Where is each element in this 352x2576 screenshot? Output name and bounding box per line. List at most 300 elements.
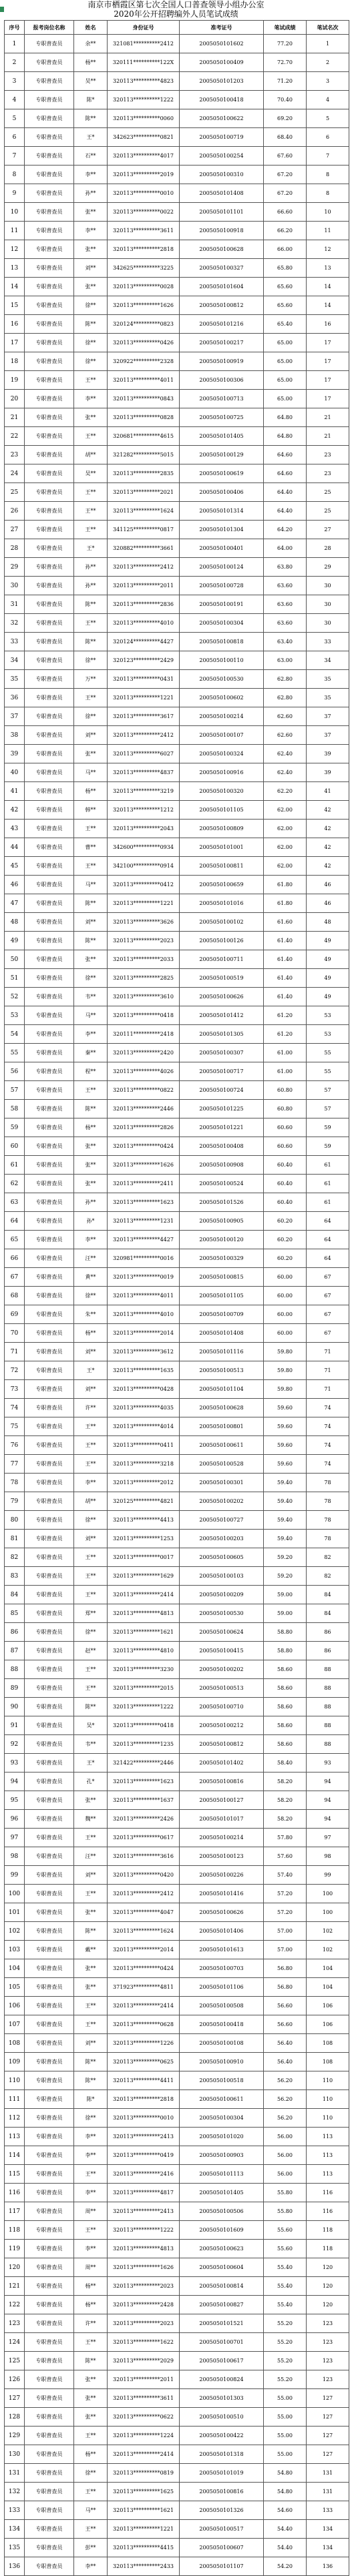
cell-position: 专职普查员 [25,2408,74,2427]
cell-id-number: 320113**********1623 [108,1193,180,1212]
cell-position: 专职普查员 [25,876,74,894]
cell-name: 杨** [74,782,108,801]
cell-rank: 71 [307,1380,349,1399]
cell-name: 徐** [74,651,108,670]
cell-position: 专职普查员 [25,166,74,184]
cell-id-number: 320113**********4823 [108,72,180,91]
cell-name: 孙** [74,1193,108,1212]
table-row [5,1137,349,1156]
table-row [5,913,349,932]
cell-name: 陈* [74,2090,108,2109]
cell-score: 58.20 [264,1791,307,1810]
cell-id-number: 320113**********2023 [108,932,180,950]
cell-score: 65.60 [264,296,307,315]
cell-ticket-number: 2005050101016 [180,894,264,913]
cell-id-number: 320113**********2012 [108,1474,180,1492]
cell-ticket-number: 2005050100513 [180,1679,264,1698]
cell-name: 王** [74,1586,108,1604]
cell-index: 105 [5,1978,25,1997]
table-row [5,1268,349,1287]
table-row [5,2539,349,2557]
cell-score: 56.20 [264,2090,307,2109]
cell-index: 101 [5,1903,25,1922]
cell-name: 赵** [74,1642,108,1660]
cell-name: 王** [74,1455,108,1474]
cell-position: 专职普查员 [25,1175,74,1193]
cell-name: 李** [74,1025,108,1044]
cell-rank: 106 [307,1997,349,2015]
cell-rank: 86 [307,1623,349,1642]
cell-rank: 82 [307,1548,349,1567]
cell-rank: 123 [307,2352,349,2370]
cell-index: 54 [5,1025,25,1044]
cell-ticket-number: 2005050100110 [180,651,264,670]
cell-score: 59.60 [264,1436,307,1455]
table-row [5,763,349,782]
cell-ticket-number: 2005050101203 [180,72,264,91]
cell-name: 王** [74,1436,108,1455]
cell-ticket-number: 2005050100108 [180,2034,264,2053]
cell-index: 104 [5,1959,25,1978]
cell-ticket-number: 2005050101521 [180,2314,264,2333]
table-row [5,2165,349,2184]
cell-id-number: 320113**********1221 [108,2520,180,2539]
cell-id-number: 320113**********1235 [108,1735,180,1754]
cell-rank: 30 [307,577,349,595]
cell-name: 王** [74,1417,108,1436]
table-row [5,296,349,315]
cell-name: 吴* [74,1716,108,1735]
cell-index: 123 [5,2314,25,2333]
cell-score: 58.60 [264,1735,307,1754]
cell-score: 57.20 [264,1903,307,1922]
cell-rank: 64 [307,1212,349,1231]
cell-id-number: 320113**********2412 [108,1885,180,1903]
cell-index: 71 [5,1343,25,1361]
cell-position: 专职普查员 [25,72,74,91]
cell-index: 70 [5,1324,25,1343]
cell-score: 60.20 [264,1249,307,1268]
cell-name: 周** [74,2258,108,2277]
cell-index: 72 [5,1361,25,1380]
cell-ticket-number: 2005050101107 [180,2557,264,2576]
cell-index: 2 [5,53,25,72]
cell-id-number: 320111**********2418 [108,1025,180,1044]
cell-position: 专职普查员 [25,1567,74,1586]
cell-rank: 23 [307,446,349,464]
cell-id-number: 320113**********2043 [108,820,180,838]
cell-position: 专职普查员 [25,988,74,1006]
cell-index: 87 [5,1642,25,1660]
cell-ticket-number: 2005050100202 [180,1660,264,1679]
cell-index: 93 [5,1754,25,1773]
cell-ticket-number: 2005050100120 [180,1231,264,1249]
cell-name: 孙** [74,558,108,577]
table-row [5,2520,349,2539]
cell-rank: 53 [307,1006,349,1025]
cell-name: 许** [74,2314,108,2333]
cell-position: 专职普查员 [25,2352,74,2370]
cell-ticket-number: 2005050100905 [180,1212,264,1231]
cell-index: 73 [5,1380,25,1399]
cell-ticket-number: 2005050100217 [180,334,264,352]
table-row [5,1081,349,1100]
cell-score: 54.80 [264,2483,307,2501]
cell-id-number: 320113**********1222 [108,2221,180,2240]
table-row [5,371,349,390]
cell-position: 专职普查员 [25,91,74,109]
cell-position: 专职普查员 [25,633,74,651]
cell-id-number: 320113**********0418 [108,1006,180,1025]
cell-name: 陈** [74,2352,108,2370]
cell-index: 42 [5,801,25,820]
cell-ticket-number: 2005050100254 [180,147,264,166]
cell-index: 53 [5,1006,25,1025]
cell-name: 陈** [74,1100,108,1118]
cell-rank: 34 [307,651,349,670]
cell-ticket-number: 2005050101017 [180,1810,264,1829]
cell-id-number: 320113**********4010 [108,614,180,633]
cell-id-number: 320113**********1623 [108,1773,180,1791]
cell-score: 70.40 [264,91,307,109]
cell-position: 专职普查员 [25,1642,74,1660]
table-row [5,1511,349,1530]
cell-position: 专职普查员 [25,1922,74,1941]
cell-id-number: 320111**********122X [108,53,180,72]
cell-name: 周** [74,2202,108,2221]
cell-score: 60.80 [264,1100,307,1118]
cell-id-number: 320113**********4017 [108,147,180,166]
table-row [5,109,349,128]
cell-name: 王* [74,1361,108,1380]
cell-index: 22 [5,427,25,446]
table-row [5,464,349,483]
cell-position: 专职普查员 [25,2296,74,2314]
cell-position: 专职普查员 [25,763,74,782]
cell-index: 7 [5,147,25,166]
table-row [5,876,349,894]
cell-id-number: 320113**********3626 [108,913,180,932]
cell-rank: 14 [307,278,349,296]
table-row [5,2427,349,2445]
cell-ticket-number: 2005050100818 [180,633,264,651]
cell-rank: 64 [307,1249,349,1268]
cell-position: 专职普查员 [25,801,74,820]
cell-position: 专职普查员 [25,1978,74,1997]
cell-position: 专职普查员 [25,2221,74,2240]
cell-index: 133 [5,2501,25,2520]
cell-rank: 1 [307,35,349,53]
table-row [5,857,349,876]
cell-index: 12 [5,240,25,259]
cell-score: 63.40 [264,633,307,651]
cell-id-number: 320113**********3218 [108,1455,180,1474]
table-row [5,894,349,913]
cell-score: 62.00 [264,820,307,838]
cell-rank: 21 [307,408,349,427]
cell-position: 专职普查员 [25,969,74,988]
cell-id-number: 320113**********0819 [108,2464,180,2483]
cell-id-number: 320113**********2413 [108,2202,180,2221]
cell-id-number: 320113**********2433 [108,2557,180,2576]
table-row [5,2277,349,2296]
cell-name: 杨** [74,2445,108,2464]
cell-ticket-number: 2005050100617 [180,2352,264,2370]
cell-position: 专职普查员 [25,2464,74,2483]
cell-position: 专职普查员 [25,1343,74,1361]
cell-name: 余** [74,35,108,53]
cell-score: 55.80 [264,2202,307,2221]
cell-rank: 110 [307,2109,349,2128]
cell-id-number: 320113**********4047 [108,1903,180,1922]
cell-id-number: 320124**********4427 [108,633,180,651]
cell-name: 徐** [74,2464,108,2483]
cell-ticket-number: 2005050100728 [180,577,264,595]
cell-index: 111 [5,2090,25,2109]
cell-id-number: 320113**********1621 [108,1623,180,1642]
cell-score: 65.00 [264,334,307,352]
table-row [5,2501,349,2520]
cell-name: 张** [74,2370,108,2389]
cell-index: 5 [5,109,25,128]
cell-id-number: 320113**********4413 [108,1511,180,1530]
cell-ticket-number: 2005050101412 [180,1006,264,1025]
cell-score: 60.60 [264,1137,307,1156]
cell-rank: 13 [307,259,349,278]
cell-id-number: 320113**********2426 [108,1810,180,1829]
cell-index: 113 [5,2128,25,2146]
cell-id-number: 320113**********1626 [108,1156,180,1175]
cell-id-number: 320113**********0843 [108,390,180,408]
cell-rank: 17 [307,352,349,371]
cell-name: 刘** [74,913,108,932]
cell-position: 专职普查员 [25,670,74,689]
cell-position: 专职普查员 [25,483,74,502]
cell-ticket-number: 2005050100304 [180,614,264,633]
cell-ticket-number: 2005050100510 [180,2408,264,2427]
cell-index: 98 [5,1847,25,1866]
cell-score: 55.80 [264,2184,307,2202]
cell-position: 专职普查员 [25,184,74,203]
cell-position: 专职普查员 [25,2184,74,2202]
cell-rank: 74 [307,1455,349,1474]
cell-ticket-number: 2005050100815 [180,1268,264,1287]
cell-ticket-number: 2005050100107 [180,726,264,745]
cell-ticket-number: 2005050100602 [180,689,264,707]
cell-position: 专职普查员 [25,1660,74,1679]
cell-rank: 5 [307,109,349,128]
table-row [5,2352,349,2370]
cell-rank: 94 [307,1773,349,1791]
cell-index: 55 [5,1044,25,1062]
cell-index: 62 [5,1175,25,1193]
cell-rank: 120 [307,2296,349,2314]
cell-index: 38 [5,726,25,745]
cell-rank: 100 [307,1903,349,1922]
cell-name: 王** [74,1567,108,1586]
cell-position: 专职普查员 [25,1100,74,1118]
table-row [5,1343,349,1361]
cell-name: 孔* [74,1773,108,1791]
cell-score: 58.40 [264,1754,307,1773]
cell-index: 61 [5,1156,25,1175]
cell-score: 62.80 [264,689,307,707]
table-row [5,53,349,72]
cell-ticket-number: 2005050101225 [180,1100,264,1118]
cell-ticket-number: 2005050100713 [180,390,264,408]
cell-index: 45 [5,857,25,876]
cell-score: 63.00 [264,651,307,670]
cell-ticket-number: 2005050101604 [180,278,264,296]
cell-ticket-number: 2005050100212 [180,1716,264,1735]
cell-id-number: 320113**********1624 [108,1922,180,1941]
cell-score: 64.40 [264,502,307,521]
cell-position: 专职普查员 [25,1773,74,1791]
cell-position: 专职普查员 [25,147,74,166]
cell-rank: 39 [307,763,349,782]
cell-ticket-number: 2005050100659 [180,876,264,894]
cell-id-number: 320113**********2416 [108,2165,180,2184]
cell-ticket-number: 2005050101101 [180,203,264,222]
cell-index: 114 [5,2146,25,2165]
cell-rank: 37 [307,707,349,726]
cell-score: 61.40 [264,932,307,950]
cell-rank: 82 [307,1567,349,1586]
cell-ticket-number: 2005050100519 [180,969,264,988]
header-position: 报考岗位名称 [25,21,74,35]
cell-name: 王** [74,1548,108,1567]
cell-ticket-number: 2005050100703 [180,1959,264,1978]
cell-rank: 39 [307,745,349,763]
cell-score: 62.00 [264,857,307,876]
cell-ticket-number: 2005050101405 [180,2184,264,2202]
cell-score: 54.20 [264,2557,307,2576]
cell-index: 129 [5,2427,25,2445]
cell-index: 59 [5,1118,25,1137]
cell-ticket-number: 2005050100809 [180,820,264,838]
cell-rank: 10 [307,203,349,222]
cell-rank: 98 [307,1847,349,1866]
cell-score: 56.20 [264,2071,307,2090]
cell-name: 王** [74,614,108,633]
cell-index: 125 [5,2352,25,2370]
cell-ticket-number: 2005050101408 [180,184,264,203]
cell-index: 121 [5,2277,25,2296]
cell-index: 52 [5,988,25,1006]
cell-name: 韦** [74,988,108,1006]
cell-name: 王** [74,427,108,446]
cell-position: 专职普查员 [25,240,74,259]
table-row [5,1305,349,1324]
cell-id-number: 342623**********0821 [108,128,180,147]
cell-rank: 57 [307,1100,349,1118]
table-row [5,35,349,53]
cell-score: 59.80 [264,1361,307,1380]
cell-score: 56.00 [264,2128,307,2146]
cell-rank: 42 [307,838,349,857]
cell-rank: 134 [307,2539,349,2557]
table-row [5,1941,349,1959]
cell-rank: 118 [307,2240,349,2258]
cell-score: 60.00 [264,1287,307,1305]
cell-rank: 84 [307,1586,349,1604]
cell-score: 64.80 [264,408,307,427]
cell-position: 专职普查员 [25,2109,74,2128]
cell-index: 90 [5,1698,25,1716]
cell-score: 60.40 [264,1193,307,1212]
cell-ticket-number: 2005050100530 [180,1604,264,1623]
cell-id-number: 342100**********0914 [108,857,180,876]
table-row [5,147,349,166]
table-row [5,1735,349,1754]
table-row [5,1810,349,1829]
cell-score: 65.00 [264,371,307,390]
table-row [5,1156,349,1175]
cell-name: 王** [74,2520,108,2539]
table-row [5,1922,349,1941]
cell-ticket-number: 2005050100518 [180,2071,264,2090]
cell-id-number: 320113**********1626 [108,296,180,315]
cell-position: 专职普查员 [25,2240,74,2258]
cell-rank: 120 [307,2277,349,2296]
cell-index: 136 [5,2557,25,2576]
cell-index: 19 [5,371,25,390]
cell-name: 徐** [74,334,108,352]
cell-name: 万** [74,670,108,689]
table-row [5,1773,349,1791]
cell-position: 专职普查员 [25,2427,74,2445]
cell-score: 56.40 [264,2034,307,2053]
cell-name: 徐** [74,707,108,726]
cell-name: 王* [74,539,108,558]
cell-ticket-number: 2005050100816 [180,2483,264,2501]
cell-index: 36 [5,689,25,707]
cell-ticket-number: 2005050100202 [180,1492,264,1511]
cell-name: 刘** [74,1343,108,1361]
cell-id-number: 320113**********1253 [108,1530,180,1548]
cell-score: 54.80 [264,2464,307,2483]
cell-position: 专职普查员 [25,1885,74,1903]
table-row [5,2053,349,2071]
cell-position: 专职普查员 [25,296,74,315]
cell-ticket-number: 2005050100528 [180,1455,264,1474]
cell-position: 专职普查员 [25,1623,74,1642]
cell-name: 王** [74,857,108,876]
cell-ticket-number: 2005050100102 [180,913,264,932]
cell-ticket-number: 2005050100191 [180,595,264,614]
cell-index: 86 [5,1623,25,1642]
cell-name: 胡** [74,1492,108,1511]
cell-score: 63.60 [264,614,307,633]
cell-index: 9 [5,184,25,203]
cell-name: 王** [74,1885,108,1903]
cell-score: 61.20 [264,1006,307,1025]
cell-rank: 123 [307,2314,349,2333]
cell-score: 59.40 [264,1474,307,1492]
cell-name: 王** [74,1997,108,2015]
cell-name: 张** [74,2408,108,2427]
table-row [5,539,349,558]
cell-index: 63 [5,1193,25,1212]
cell-position: 专职普查员 [25,1361,74,1380]
cell-position: 专职普查员 [25,894,74,913]
cell-score: 61.40 [264,969,307,988]
cell-index: 18 [5,352,25,371]
cell-rank: 59 [307,1137,349,1156]
cell-score: 60.00 [264,1305,307,1324]
cell-position: 专职普查员 [25,1679,74,1698]
cell-rank: 61 [307,1175,349,1193]
